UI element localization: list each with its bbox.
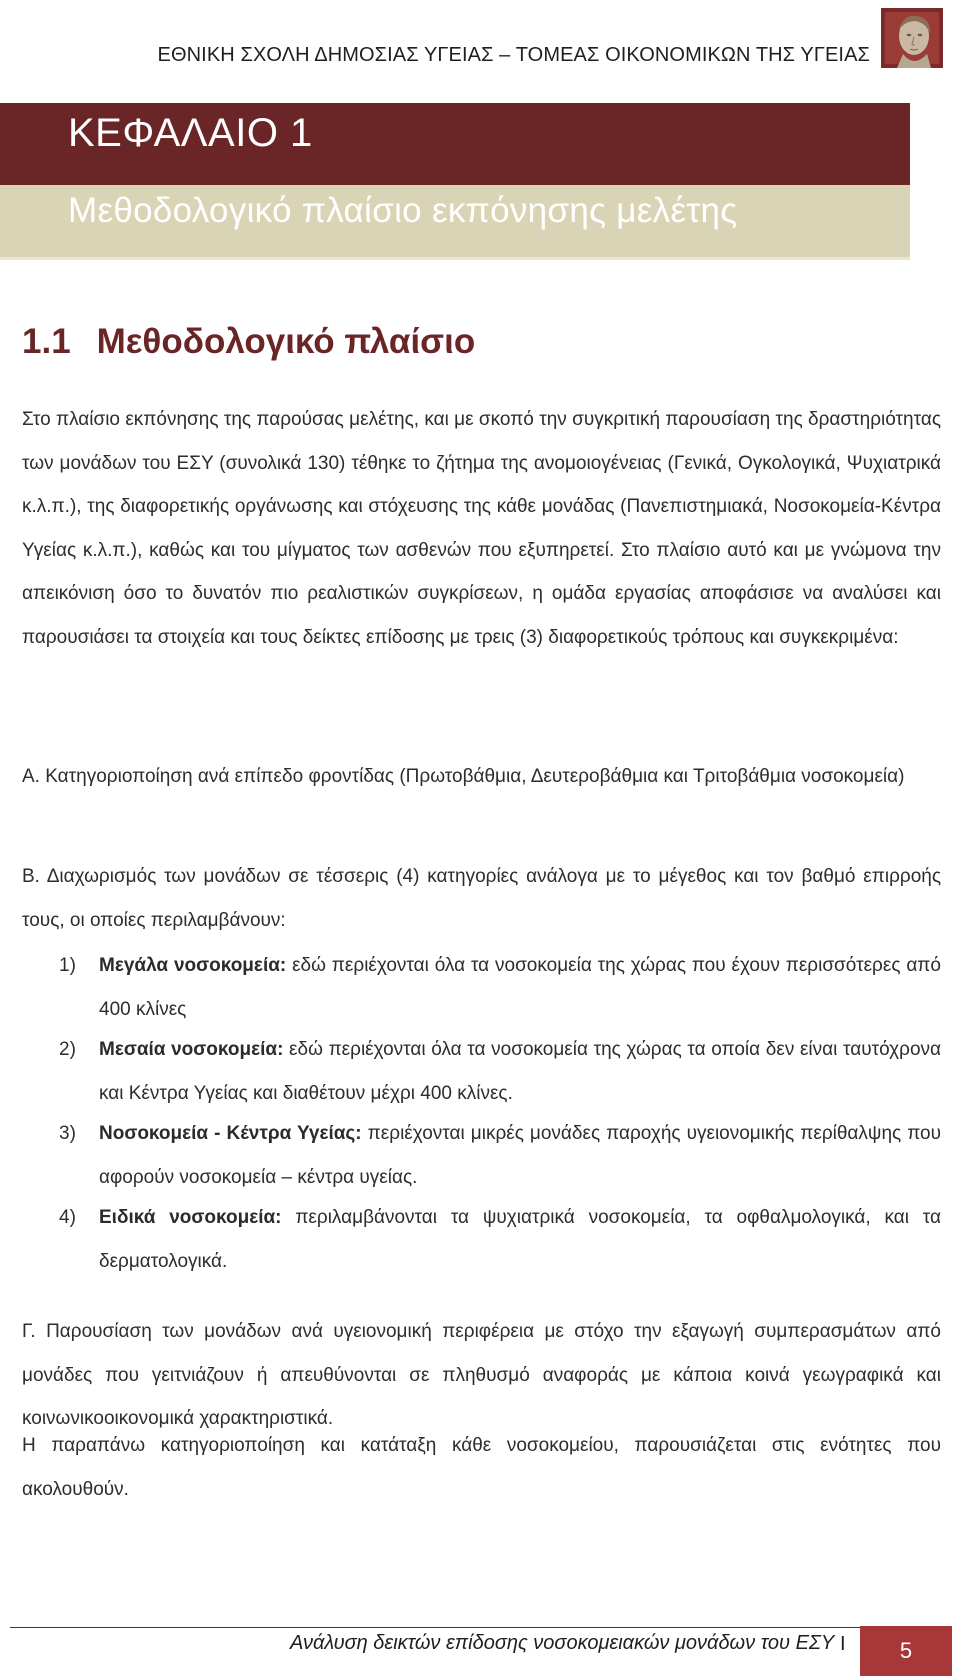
list-item-text: εδώ περιέχονται όλα τα νοσοκομεία της χώρας τα οποία δεν είναι ταυτόχρονα και Κέντρα Υγείας και διαθέτουν μέχρι 400 κλίνες. bbox=[99, 1039, 941, 1104]
list-item-term: Νοσοκομεία - Κέντρα Υγείας: bbox=[99, 1123, 362, 1144]
section-title: Μεθοδολογικό πλαίσιο bbox=[96, 322, 476, 361]
page-number: 5 bbox=[860, 1626, 952, 1676]
list-item-term: Μεγάλα νοσοκομεία: bbox=[99, 955, 287, 976]
footer-title: Ανάλυση δεικτών επίδοσης νοσοκομειακών μονάδων του ΕΣΥ bbox=[290, 1632, 835, 1654]
list-item bbox=[22, 1112, 941, 1200]
list-item-text: εδώ περιέχονται όλα τα νοσοκομεία της χώρας που έχουν περισσότερες από 400 κλίνες bbox=[99, 955, 941, 1020]
list-item-text: περιλαμβάνονται τα ψυχιατρικά νοσοκομεία, τα οφθαλμολογικά, και τα δερματολογικά. bbox=[99, 1207, 941, 1272]
list-item-term: Ειδικά νοσοκομεία: bbox=[99, 1207, 282, 1228]
list-item-term: Μεσαία νοσοκομεία: bbox=[99, 1039, 284, 1060]
chapter-subtitle: Μεθοδολογικό πλαίσιο εκπόνησης μελέτης bbox=[68, 191, 738, 230]
list-item-number: 1) bbox=[59, 955, 76, 976]
list-item bbox=[22, 1196, 941, 1284]
list-item-number: 4) bbox=[59, 1207, 76, 1228]
chapter-subtitle-band bbox=[0, 185, 910, 260]
statue-head-icon bbox=[881, 8, 943, 68]
chapter-band bbox=[0, 103, 910, 185]
list-item-number: 3) bbox=[59, 1123, 76, 1144]
section-heading bbox=[22, 322, 475, 362]
point-b-paragraph: Β. Διαχωρισμός των μονάδων σε τέσσερις (4) κατηγορίες ανάλογα με το μέγεθος και τον βαθμό επιρροής τους, οι οποίες περιλαμβάνουν: bbox=[22, 866, 941, 931]
list-item-number: 2) bbox=[59, 1039, 76, 1060]
list-item bbox=[22, 944, 941, 1032]
list-item-text: περιέχονται μικρές μονάδες παροχής υγειονομικής περίθαλψης που αφορούν νοσοκομεία – κέντρα υγείας. bbox=[99, 1123, 942, 1188]
list-item bbox=[22, 1028, 941, 1116]
section-number: 1.1 bbox=[22, 322, 71, 361]
chapter-label: ΚΕΦΑΛΑΙΟ 1 bbox=[68, 111, 313, 155]
intro-paragraph: Στο πλαίσιο εκπόνησης της παρούσας μελέτης, και με σκοπό την συγκριτική παρουσίαση της δραστηριότητας των μονάδων του ΕΣΥ (συνολικά 130) τέθηκε το ζήτημα της ανομοιογένειας (Γενικά, Ογκολογικά, Ψυχιατρικά κ.λ.π.), της διαφορετικής οργάνωσης και στόχευσης της κάθε μονάδας (Πανεπιστημιακά, Νοσοκομεία-Κέντρα Υγείας κ.λ.π.), καθώς και του μίγματος των ασθενών που εξυπηρετεί. Στο πλαίσιο αυτό και με γνώμονα την απεικόνιση όσο το δυνατόν πιο ρεαλιστικών συγκρίσεων, η ομάδα εργασίας αποφάσισε να αναλύσει και παρουσιάσει τα στοιχεία και τους δείκτες επίδοσης με τρεις (3) διαφορετικούς τρόπους και συγκεκριμένα: bbox=[22, 409, 941, 648]
point-c-paragraph: Γ. Παρουσίαση των μονάδων ανά υγειονομική περιφέρεια με στόχο την εξαγωγή συμπερασμάτων από μονάδες που γειτνιάζουν ή απευθύνονται σε πληθυσμό αναφοράς με κάποια κοινά γεωγραφικά και κοινωνικοοικονομικά χαρακτηριστικά. bbox=[22, 1321, 941, 1430]
closing-paragraph: Η παραπάνω κατηγοριοποίηση και κατάταξη κάθε νοσοκομείου, παρουσιάζεται στις ενότητες που ακολουθούν. bbox=[22, 1435, 941, 1500]
footer-divider bbox=[10, 1627, 860, 1628]
footer-separator: I bbox=[840, 1633, 846, 1655]
category-list bbox=[22, 944, 941, 1284]
point-a-paragraph: Α. Κατηγοριοποίηση ανά επίπεδο φροντίδας (Πρωτοβάθμια, Δευτεροβάθμια και Τριτοβάθμια νοσοκομεία) bbox=[22, 766, 905, 787]
header-institution: ΕΘΝΙΚΗ ΣΧΟΛΗ ΔΗΜΟΣΙΑΣ ΥΓΕΙΑΣ – ΤΟΜΕΑΣ ΟΙΚΟΝΟΜΙΚΩΝ ΤΗΣ ΥΓΕΙΑΣ bbox=[157, 44, 870, 66]
